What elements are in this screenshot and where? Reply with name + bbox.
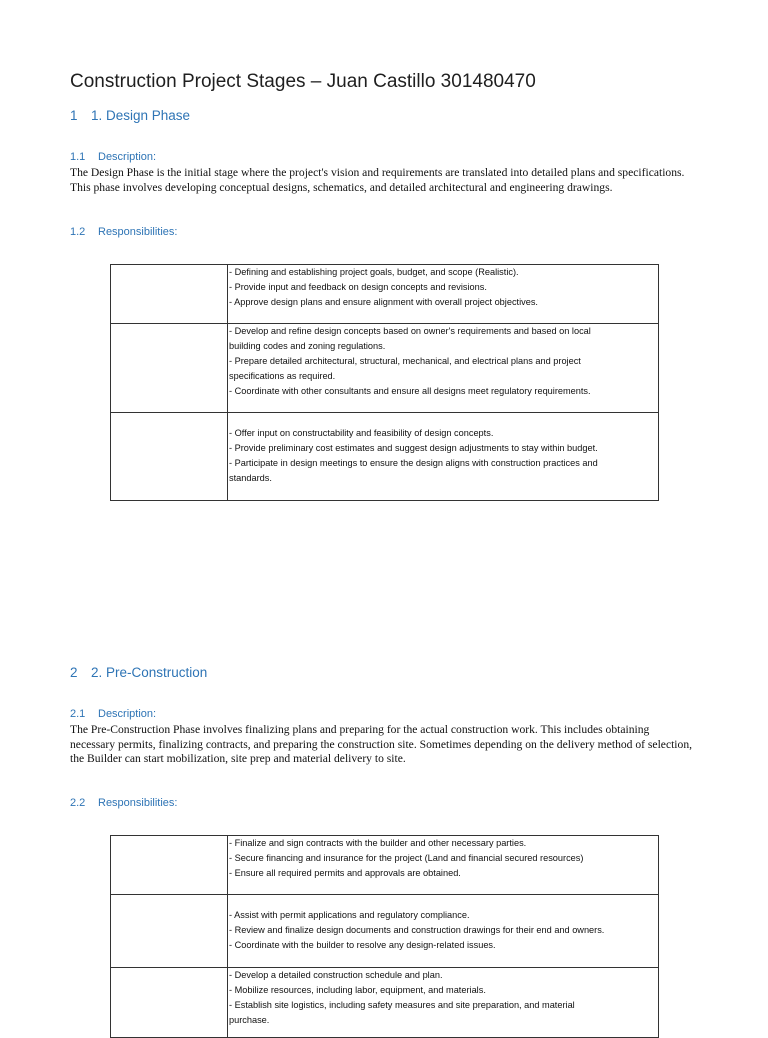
section-1-number: 1: [70, 108, 78, 123]
responsibility-line: - Defining and establishing project goals, budget, and scope (Realistic).: [229, 267, 519, 277]
section-1-1-number: 1.1: [70, 151, 86, 163]
responsibilities-table-2: [110, 835, 659, 1038]
responsibility-line: - Finalize and sign contracts with the builder and other necessary parties.: [229, 838, 527, 848]
responsibility-line: - Approve design plans and ensure alignment with overall project objectives.: [229, 297, 538, 307]
responsibility-cell: [228, 265, 659, 324]
responsibility-line: - Develop a detailed construction schedule and plan.: [229, 970, 443, 980]
table-row: [111, 895, 659, 968]
document-title: Construction Project Stages – Juan Castillo 301480470: [70, 71, 536, 92]
table-row: [111, 836, 659, 895]
responsibilities-table-1: [110, 264, 659, 501]
section-1-1-heading: [70, 151, 156, 163]
table-row: [111, 324, 659, 413]
responsibility-line: - Offer input on constructability and feasibility of design concepts.: [229, 428, 494, 438]
section-2-title: 2. Pre-Construction: [91, 665, 208, 680]
section-1-title: 1. Design Phase: [91, 108, 191, 123]
role-cell: [111, 895, 228, 968]
responsibility-line: - Provide preliminary cost estimates and suggest design adjustments to stay within budget.: [229, 443, 598, 453]
section-1-1-title: Description:: [98, 151, 157, 163]
table-row: [111, 413, 659, 501]
section-1-heading: [70, 108, 190, 123]
responsibility-line: - Ensure all required permits and approvals are obtained.: [229, 868, 461, 878]
responsibility-line: building codes and zoning regulations.: [229, 341, 386, 351]
responsibility-line: - Prepare detailed architectural, structural, mechanical, and electrical plans and project: [229, 356, 581, 366]
responsibility-line: - Mobilize resources, including labor, equipment, and materials.: [229, 985, 486, 995]
description-line: necessary permits, finalizing contracts, and preparing the construction site. Sometimes depending on the delivery method of selection,: [70, 737, 693, 751]
responsibility-line: - Secure financing and insurance for the project (Land and financial secured resources): [229, 853, 584, 863]
responsibility-line: - Coordinate with the builder to resolve any design-related issues.: [229, 940, 496, 950]
section-1-2-heading: [70, 226, 177, 238]
section-2-1-title: Description:: [98, 708, 157, 720]
section-2-number: 2: [70, 665, 78, 680]
description-line: the Builder can start mobilization, site prep and material delivery to site.: [70, 752, 406, 765]
responsibility-cell: [228, 324, 659, 413]
section-2-2-heading: [70, 797, 177, 809]
responsibility-line: - Review and finalize design documents and construction drawings for their end and owners.: [229, 925, 605, 935]
responsibility-line: - Assist with permit applications and regulatory compliance.: [229, 910, 470, 920]
section-2-description: [70, 723, 700, 767]
responsibility-cell: [228, 413, 659, 501]
description-line: The Pre-Construction Phase involves finalizing plans and preparing for the actual construction work. This includes obtaining: [70, 723, 650, 736]
role-cell: [111, 413, 228, 501]
responsibility-line: - Coordinate with other consultants and ensure all designs meet regulatory requirements.: [229, 386, 591, 396]
responsibility-line: purchase.: [229, 1015, 270, 1025]
table-row: [111, 968, 659, 1038]
section-1-2-title: Responsibilities:: [98, 226, 178, 238]
section-1-description: [70, 166, 700, 195]
responsibility-line: standards.: [229, 473, 272, 483]
responsibility-line: - Participate in design meetings to ensure the design aligns with construction practices and: [229, 458, 598, 468]
section-1-2-number: 1.2: [70, 226, 86, 238]
role-cell: [111, 324, 228, 413]
section-2-2-number: 2.2: [70, 797, 86, 809]
section-2-1-number: 2.1: [70, 708, 86, 720]
responsibility-line: - Develop and refine design concepts based on owner's requirements and based on local: [229, 326, 591, 336]
table-row: [111, 265, 659, 324]
responsibility-line: - Provide input and feedback on design concepts and revisions.: [229, 282, 487, 292]
responsibility-cell: [228, 968, 659, 1038]
responsibility-cell: [228, 895, 659, 968]
section-2-heading: [70, 665, 207, 680]
role-cell: [111, 265, 228, 324]
role-cell: [111, 968, 228, 1038]
section-2-1-heading: [70, 708, 156, 720]
section-2-2-title: Responsibilities:: [98, 797, 178, 809]
responsibility-line: - Establish site logistics, including safety measures and site preparation, and material: [229, 1000, 575, 1010]
description-line: This phase involves developing conceptual designs, schematics, and detailed architectural and engineering drawings.: [70, 180, 613, 194]
responsibility-line: specifications as required.: [229, 371, 336, 381]
description-line: The Design Phase is the initial stage where the project's vision and requirements are translated into detailed plans and specifications.: [70, 166, 685, 179]
role-cell: [111, 836, 228, 895]
responsibility-cell: [228, 836, 659, 895]
